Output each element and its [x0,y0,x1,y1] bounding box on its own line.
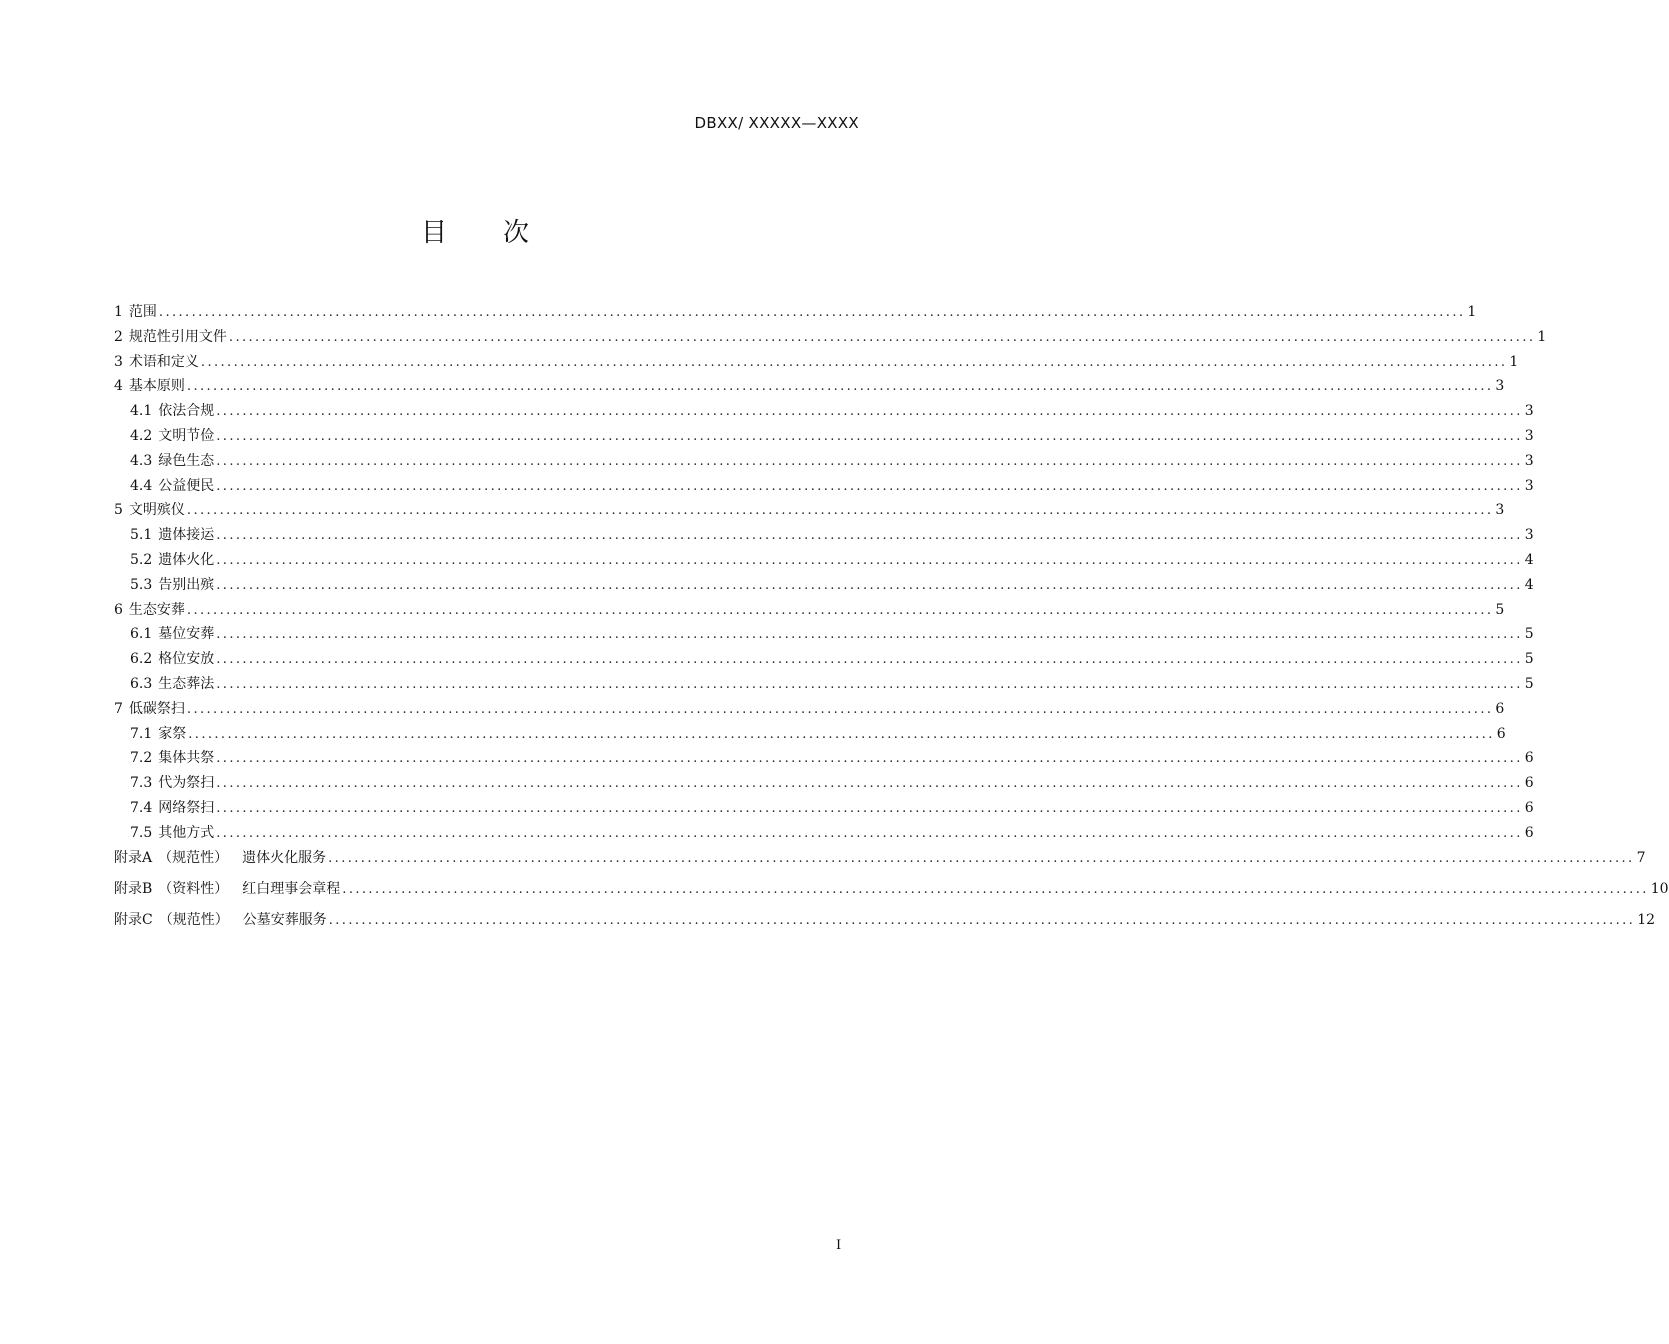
toc-entry-title: 遗体火化 [158,551,215,568]
page-number: I [836,1238,842,1253]
toc-entry-number: 5.2 [130,551,153,568]
toc-dot-leader: ........................................................................................................................................................................................................ [328,912,1636,928]
toc-entry-title: 规范性引用文件 [128,328,227,345]
toc-entry[interactable] [114,772,1534,797]
table-of-contents [114,301,1669,940]
toc-entry-title: 范围 [128,304,157,320]
toc-dot-leader: ........................................................................................................................................................................................................ [216,528,1523,544]
toc-entry[interactable] [114,549,1534,574]
toc-entry[interactable] [114,375,1505,400]
toc-entry-page: 5 [1524,626,1534,643]
toc-dot-leader: ........................................................................................................................................................................................................ [342,881,1649,897]
toc-entry-page: 5 [1524,675,1534,692]
toc-entry-page: 4 [1524,551,1534,568]
toc-dot-leader: ........................................................................................................................................................................................................ [216,478,1523,494]
toc-entry-title: 集体共祭 [158,750,215,767]
toc-entry-title: 代为祭扫 [158,775,215,792]
toc-dot-leader: ........................................................................................................................................................................................................ [216,800,1523,816]
toc-entry[interactable] [114,301,1477,326]
toc-dot-leader: ........................................................................................................................................................................................................ [216,627,1523,643]
toc-dot-leader: ........................................................................................................................................................................................................ [216,404,1523,420]
toc-dot-leader: ........................................................................................................................................................................................................ [186,701,1494,717]
appendix-nature: （规范性） [158,849,229,866]
toc-entry-page: 3 [1495,378,1505,395]
page-title [0,212,950,249]
toc-entry-title: 低碳祭扫 [128,700,185,717]
toc-entry-title: 文明节俭 [158,427,215,444]
toc-entry[interactable] [114,822,1534,847]
toc-entry[interactable] [114,648,1534,673]
toc-dot-leader: ........................................................................................................................................................................................................ [216,552,1523,568]
toc-dot-leader: ........................................................................................................................................................................................................ [216,825,1523,841]
toc-entry-title: 遗体接运 [158,527,215,544]
toc-entry-number: 1 [114,304,123,320]
toc-entry-page: 6 [1524,799,1534,816]
toc-entry[interactable] [114,400,1534,425]
toc-entry-page: 1 [1467,304,1477,320]
toc-entry-page: 6 [1524,750,1534,767]
toc-entry-number: 4.2 [130,427,153,444]
toc-dot-leader: ........................................................................................................................................................................................................ [188,726,1495,742]
toc-entry-title: 绿色生态 [158,452,215,469]
toc-entry-page: 6 [1524,824,1534,841]
appendix-nature: （规范性） [158,911,229,928]
toc-entry[interactable] [114,450,1534,475]
toc-entry-title: 网络祭扫 [158,799,215,816]
toc-entry[interactable] [114,797,1534,822]
toc-entry-number: 3 [114,353,123,370]
toc-entry-page: 6 [1495,700,1505,717]
toc-entry[interactable] [114,524,1534,549]
appendix-page: 10 [1650,880,1669,897]
toc-entry-number: 7.3 [130,775,153,792]
toc-entry-title: 格位安放 [158,651,215,668]
toc-entry-number: 6.1 [130,626,153,643]
toc-entry[interactable] [114,747,1534,772]
toc-dot-leader: ........................................................................................................................................................................................................ [200,354,1508,370]
toc-entry-number: 5 [114,502,123,519]
toc-entry-number: 7.4 [130,799,153,816]
toc-dot-leader: ........................................................................................................................................................................................................ [186,503,1494,519]
toc-entry[interactable] [114,425,1534,450]
document-code: DBXX/ XXXXX—XXXX [694,114,859,132]
toc-entry[interactable] [114,723,1506,748]
toc-dot-leader: ........................................................................................................................................................................................................ [216,652,1523,668]
toc-entry[interactable] [114,698,1505,723]
toc-entry-page: 3 [1524,527,1534,544]
toc-dot-leader: ........................................................................................................................................................................................................ [186,602,1494,618]
toc-entry-title: 家祭 [158,725,187,742]
toc-entry-number: 6.2 [130,651,153,668]
toc-entry-page: 5 [1524,651,1534,668]
toc-dot-leader: ........................................................................................................................................................................................................ [216,776,1523,792]
toc-entry-number: 4.3 [130,452,153,469]
toc-entry[interactable] [114,673,1534,698]
appendix-label: 附录C [114,911,153,928]
toc-dot-leader: ........................................................................................................................................................................................................ [216,577,1523,593]
toc-entry-title: 文明殡仪 [128,502,185,519]
toc-entry[interactable] [114,499,1505,524]
toc-entry-number: 7 [114,700,123,717]
toc-appendix-entry[interactable] [114,909,1656,940]
toc-entry-number: 6 [114,601,123,618]
appendix-label: 附录A [114,849,153,866]
toc-entry-page: 3 [1524,477,1534,494]
appendix-nature: （资料性） [158,880,229,897]
appendix-label: 附录B [114,880,153,897]
toc-dot-leader: ........................................................................................................................................................................................................ [158,305,1466,320]
toc-entry-number: 6.3 [130,675,153,692]
toc-entry-title: 依法合规 [158,403,215,420]
toc-entry[interactable] [114,326,1547,351]
toc-entry-page: 6 [1496,725,1506,742]
toc-dot-leader: ........................................................................................................................................................................................................ [328,850,1635,866]
toc-entry-number: 2 [114,328,123,345]
toc-entry[interactable] [114,599,1505,624]
toc-appendix-entry[interactable] [114,878,1669,909]
toc-entry-number: 7.5 [130,824,153,841]
toc-entry-page: 4 [1524,576,1534,593]
title-char-1: 目 [420,218,447,248]
toc-entry-title: 告别出殡 [158,576,215,593]
toc-entry-number: 5.3 [130,576,153,593]
toc-entry-title: 术语和定义 [128,353,199,370]
toc-dot-leader: ........................................................................................................................................................................................................ [216,676,1523,692]
toc-entry-number: 5.1 [130,527,153,544]
toc-entry-title: 基本原则 [128,378,185,395]
toc-dot-leader: ........................................................................................................................................................................................................ [216,751,1523,767]
appendix-title: 红白理事会章程 [242,880,341,897]
toc-entry-page: 1 [1509,353,1519,370]
toc-entry-number: 4.1 [130,403,153,420]
appendix-page: 7 [1636,849,1646,866]
toc-entry-title: 其他方式 [158,824,215,841]
toc-entry-page: 1 [1537,328,1547,345]
toc-entry-page: 6 [1524,775,1534,792]
toc-entry-page: 3 [1524,427,1534,444]
toc-entry[interactable] [114,351,1519,376]
toc-entry-title: 墓位安葬 [158,626,215,643]
appendix-page: 12 [1637,911,1656,928]
appendix-title: 遗体火化服务 [242,849,327,866]
toc-entry-number: 7.1 [130,725,153,742]
appendix-title: 公墓安葬服务 [242,911,327,928]
toc-entry-number: 4.4 [130,477,153,494]
toc-entry-title: 生态葬法 [158,675,215,692]
toc-entry-page: 3 [1524,403,1534,420]
toc-entry-page: 3 [1495,502,1505,519]
toc-entry-page: 5 [1495,601,1505,618]
toc-dot-leader: ........................................................................................................................................................................................................ [216,453,1523,469]
toc-dot-leader: ........................................................................................................................................................................................................ [186,379,1494,395]
toc-dot-leader: ........................................................................................................................................................................................................ [228,329,1536,345]
toc-entry-number: 7.2 [130,750,153,767]
toc-entry-page: 3 [1524,452,1534,469]
toc-entry-title: 公益便民 [158,477,215,494]
toc-dot-leader: ........................................................................................................................................................................................................ [216,428,1523,444]
toc-entry[interactable] [114,475,1534,500]
title-char-2: 次 [503,218,530,248]
toc-appendix-entry[interactable] [114,847,1646,878]
toc-entry[interactable] [114,574,1534,599]
toc-entry-number: 4 [114,378,123,395]
toc-entry[interactable] [114,623,1534,648]
toc-entry-title: 生态安葬 [128,601,185,618]
